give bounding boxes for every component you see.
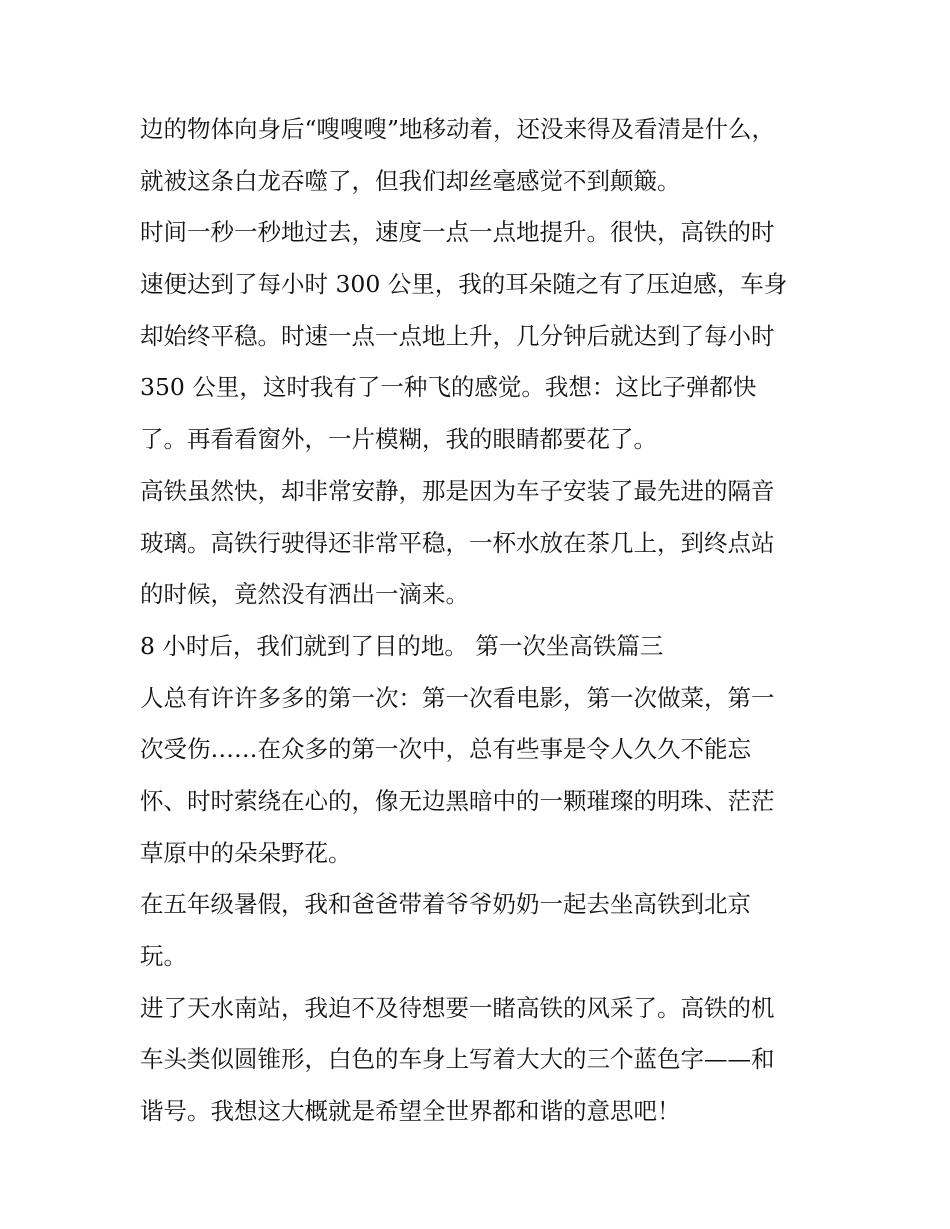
document-body xyxy=(140,104,830,1138)
text-line: 350 公里，这时我有了一种飞的感觉。我想：这比子弹都快 xyxy=(140,373,757,402)
text-line: 怀、时时萦绕在心的，像无边黑暗中的一颗璀璨的明珠、茫茫 xyxy=(140,786,775,815)
text-line: 谐号。我想这大概就是希望全世界都和谐的意思吧！ xyxy=(140,1097,681,1126)
text-line: 玩。 xyxy=(140,942,187,970)
text-line: 边的物体向身后“嗖嗖嗖”地移动着，还没来得及看清是什么， xyxy=(140,115,776,143)
text-line: 速便达到了每小时 300 公里，我的耳朵随之有了压迫感，车身 xyxy=(140,270,788,299)
text-line: 进了天水南站，我迫不及待想要一睹高铁的风采了。高铁的机 xyxy=(140,993,775,1022)
text-line: 就被这条白龙吞噬了，但我们却丝毫感觉不到颠簸。 xyxy=(140,166,681,195)
text-line: 人总有许许多多的第一次：第一次看电影，第一次做菜，第一 xyxy=(140,683,775,712)
text-line: 次受伤……在众多的第一次中，总有些事是令人久久不能忘 xyxy=(140,735,751,764)
text-line: 了。再看看窗外，一片模糊，我的眼睛都要花了。 xyxy=(140,425,657,454)
text-line: 的时候，竟然没有洒出一滴来。 xyxy=(140,580,469,609)
text-line: 玻璃。高铁行驶得还非常平稳，一杯水放在茶几上，到终点站 xyxy=(140,528,775,557)
text-line: 草原中的朵朵野花。 xyxy=(140,838,352,867)
text-line: 却始终平稳。时速一点一点地上升，几分钟后就达到了每小时 xyxy=(140,321,775,350)
text-line: 车头类似圆锥形，白色的车身上写着大大的三个蓝色字——和 xyxy=(140,1045,775,1074)
text-line: 8 小时后，我们就到了目的地。 第一次坐高铁篇三 xyxy=(140,631,664,660)
text-line: 时间一秒一秒地过去，速度一点一点地提升。很快，高铁的时 xyxy=(140,218,775,247)
text-line: 在五年级暑假，我和爸爸带着爷爷奶奶一起去坐高铁到北京 xyxy=(140,890,751,919)
text-line: 高铁虽然快，却非常安静，那是因为车子安装了最先进的隔音 xyxy=(140,476,775,505)
